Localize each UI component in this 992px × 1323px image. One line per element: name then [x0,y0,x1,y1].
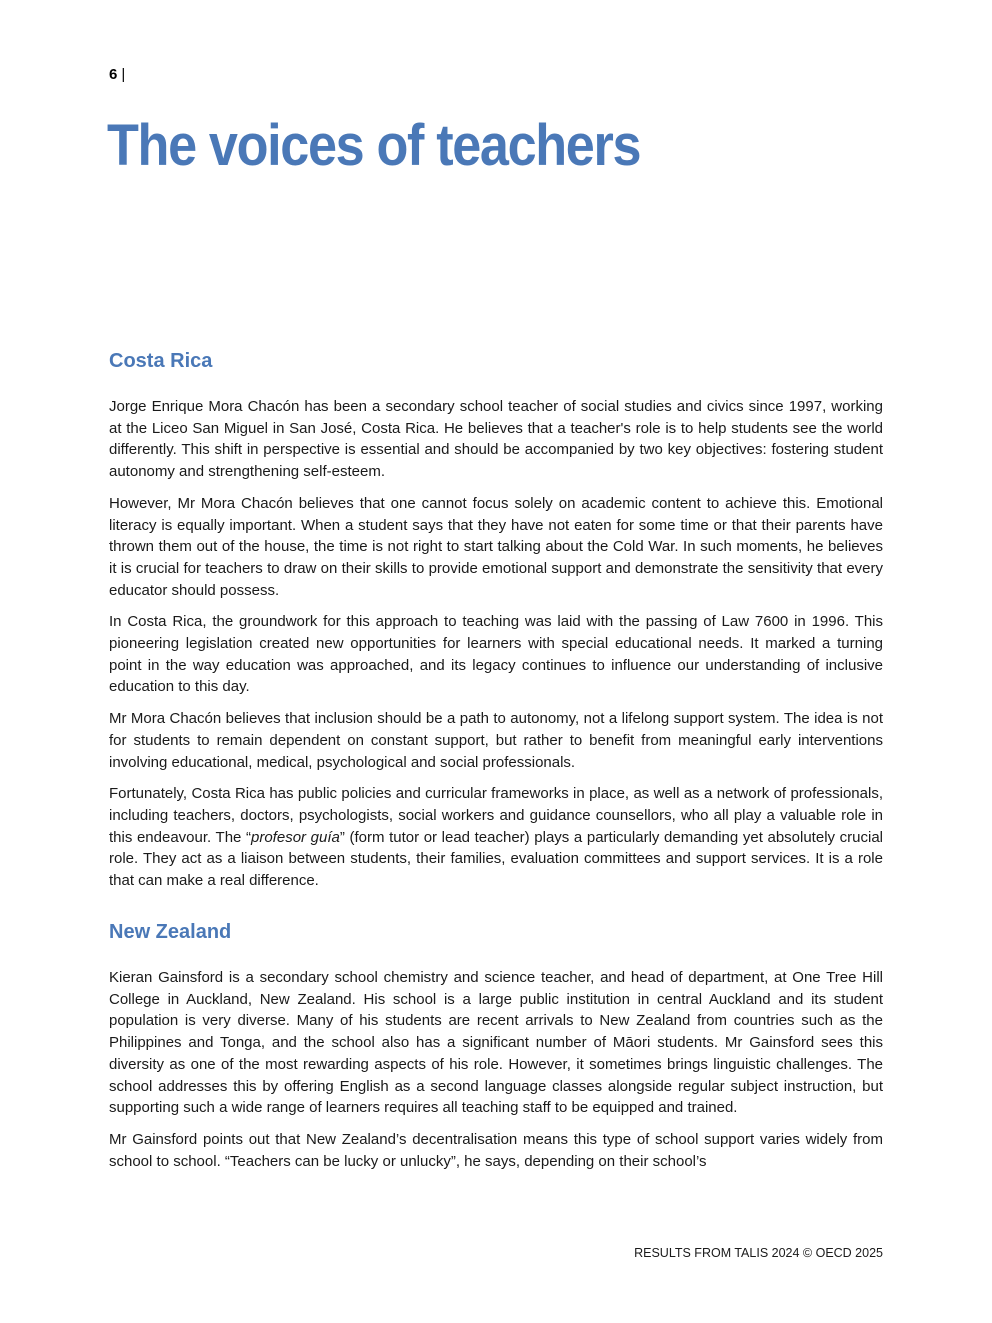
page-title: The voices of teachers [107,113,641,178]
paragraph: In Costa Rica, the groundwork for this approach to teaching was laid with the passing of Law 7600 in 1996. This pioneering legislation created new opportunities for learners with special educational needs. It marked a turning point in the way education was approached, and its legacy continues to influence our understanding of inclusive education to this day. [109,613,883,696]
page-number [109,66,125,83]
paragraph [109,783,883,892]
section-new-zealand [109,921,883,1182]
paragraph-text: Fortunately, Costa Rica has public policies and curricular frameworks in place, as well as a network of professionals, including teachers, doctors, psychologists, social workers and guidance counsellors, who all play a valuable role in this endeavour. The “ [109,785,883,846]
page-number-separator: | [121,66,126,83]
section-heading: New Zealand [109,921,232,943]
paragraph: However, Mr Mora Chacón believes that one cannot focus solely on academic content to achieve this. Emotional literacy is equally important. When a student says that they have not eaten for some time or that their parents have thrown them out of the house, the time is not right to start talking about the Cold War. In such moments, he believes it is crucial for teachers to draw on their skills to provide emotional support and demonstrate the sensitivity that every educator should possess. [109,494,883,599]
paragraph: Mr Gainsford points out that New Zealand’s decentralisation means this type of school support varies widely from school to school. “Teachers can be lucky or unlucky”, he says, depending on their school’s [109,1130,883,1170]
section-heading: Costa Rica [109,350,213,372]
paragraph: Mr Mora Chacón believes that inclusion should be a path to autonomy, not a lifelong support system. The idea is not for students to remain dependent on constant support, but rather to benefit from meaningful early interventions involving educational, medical, psychological and social professionals. [109,710,883,771]
page-number-value: 6 [109,66,118,83]
footer: RESULTS FROM TALIS 2024 © OECD 2025 [634,1246,883,1260]
section-costa-rica [109,350,883,902]
paragraph-text: ” (form tutor or lead teacher) plays a particularly demanding yet absolutely crucial role. They act as a liaison between students, their families, evaluation committees and support services. It is a role that can make a real difference. [109,828,883,890]
paragraph: Jorge Enrique Mora Chacón has been a secondary school teacher of social studies and civics since 1997, working at the Liceo San Miguel in San José, Costa Rica. He believes that a teacher's role is to help students see the world differently. This shift in perspective is essential and should be accompanied by two key objectives: fostering student autonomy and strengthening self-esteem. [109,398,883,481]
italic-term: profesor guía [251,828,340,846]
paragraph: Kieran Gainsford is a secondary school chemistry and science teacher, and head of department, at One Tree Hill College in Auckland, New Zealand. His school is a large public institution in central Auckland and its student population is very diverse. Many of his students are recent arrivals to New Zealand from countries such as the Philippines and Tonga, and the school also has a significant number of Māori students. Mr Gainsford sees this diversity as one of the most rewarding aspects of his role. However, it sometimes brings linguistic challenges. The school addresses this by offering English as a second language classes alongside regular subject instruction, but supporting such a wide range of learners requires all teaching staff to be equipped and trained. [109,969,883,1117]
